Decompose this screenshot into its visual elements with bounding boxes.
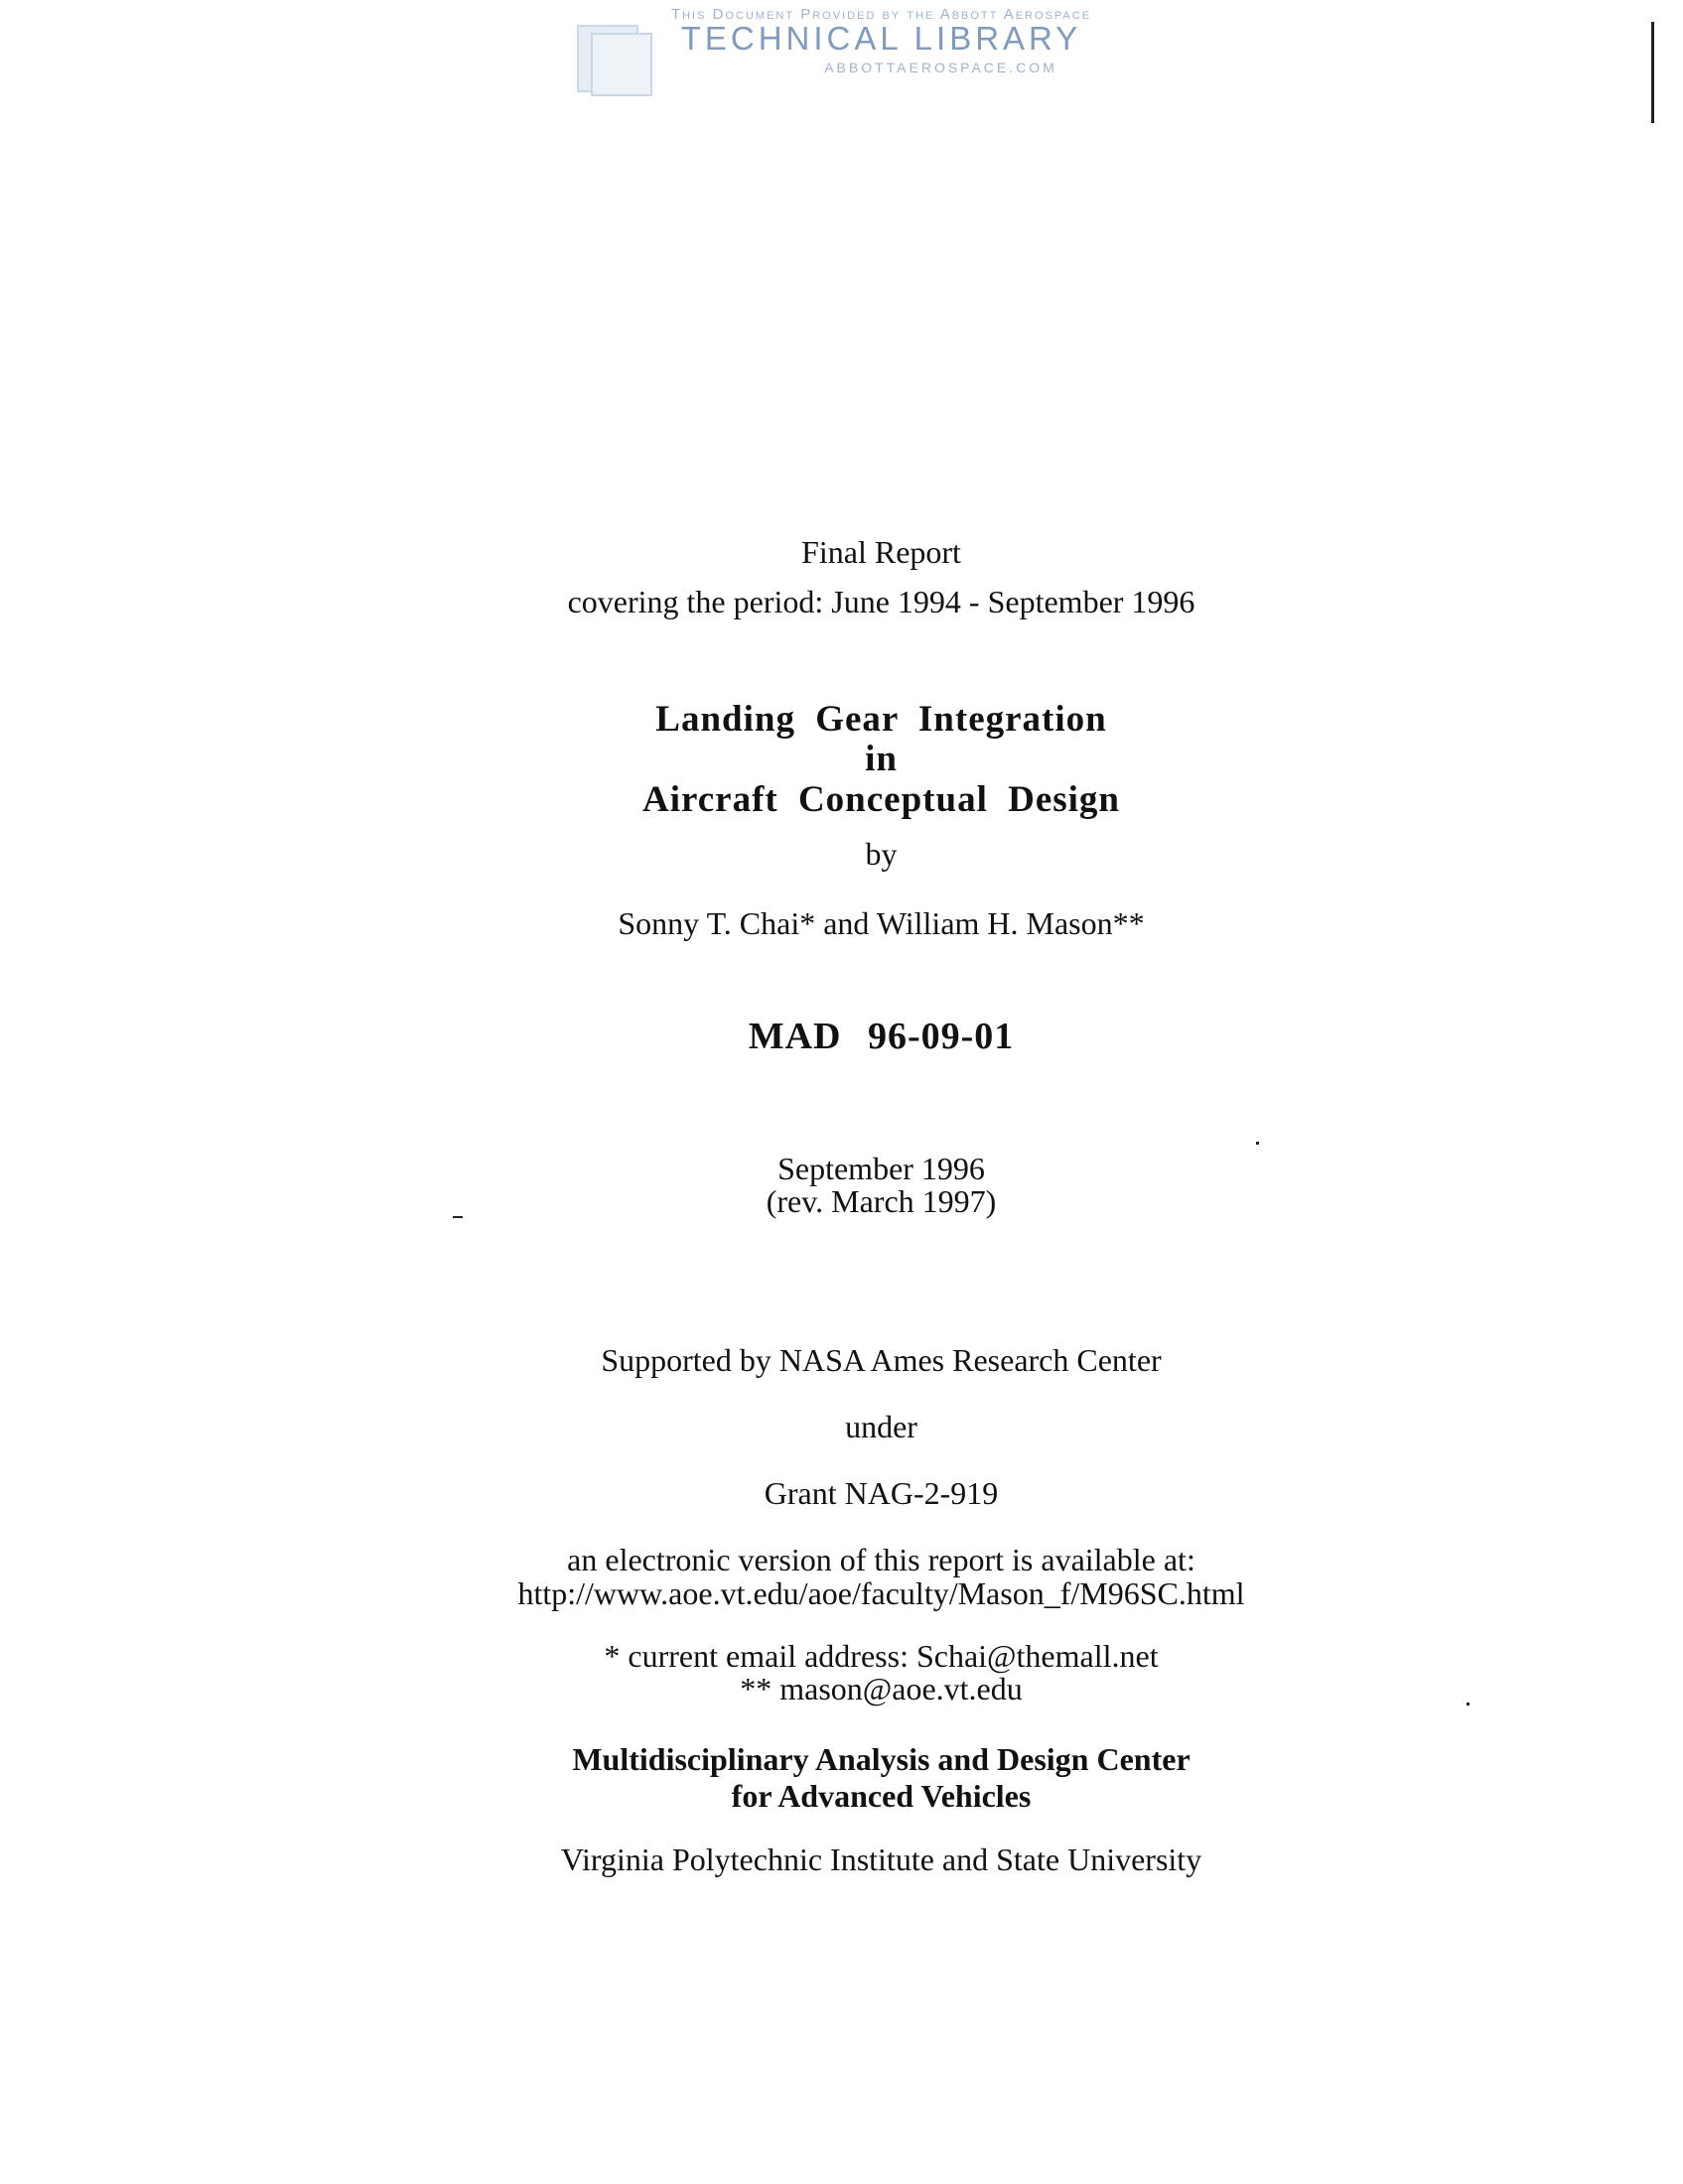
electronic-version-note: an electronic version of this report is available at: — [567, 1542, 1195, 1577]
electronic-version-url: http://www.aoe.vt.edu/aoe/faculty/Mason_f/M96SC.html — [517, 1575, 1245, 1611]
watermark-provided-by: This Document Provided by the Abbott Aerospace — [670, 6, 1092, 23]
report-number: MAD 96-09-01 — [748, 1016, 1015, 1057]
center-name-line-2: for Advanced Vehicles — [731, 1778, 1032, 1814]
email-mason: ** mason@aoe.vt.edu — [740, 1671, 1023, 1706]
watermark-technical-library: TECHNICAL LIBRARY — [680, 20, 1082, 57]
scan-mark-right-edge — [1651, 22, 1654, 123]
grant-number: Grant NAG-2-919 — [764, 1475, 999, 1511]
report-date: September 1996 — [777, 1151, 985, 1186]
report-type: Final Report — [801, 534, 961, 570]
report-period: covering the period: June 1994 - September 1996 — [567, 584, 1195, 619]
scan-dot — [1256, 1142, 1259, 1145]
title-line-1: Landing Gear Integration — [655, 699, 1107, 740]
watermark-url: ABBOTTAEROSPACE.COM — [824, 60, 1057, 75]
report-revision: (rev. March 1997) — [766, 1183, 997, 1219]
under-label: under — [845, 1409, 917, 1444]
title-line-2: in — [865, 739, 898, 779]
authors: Sonny T. Chai* and William H. Mason** — [618, 905, 1145, 941]
by-label: by — [865, 836, 898, 872]
email-chai: * current email address: Schai@themall.net — [604, 1638, 1159, 1674]
university: Virginia Polytechnic Institute and State University — [560, 1842, 1202, 1877]
center-name-line-1: Multidisciplinary Analysis and Design Center — [572, 1741, 1191, 1777]
support-statement: Supported by NASA Ames Research Center — [601, 1342, 1162, 1378]
title-line-3: Aircraft Conceptual Design — [641, 779, 1121, 820]
